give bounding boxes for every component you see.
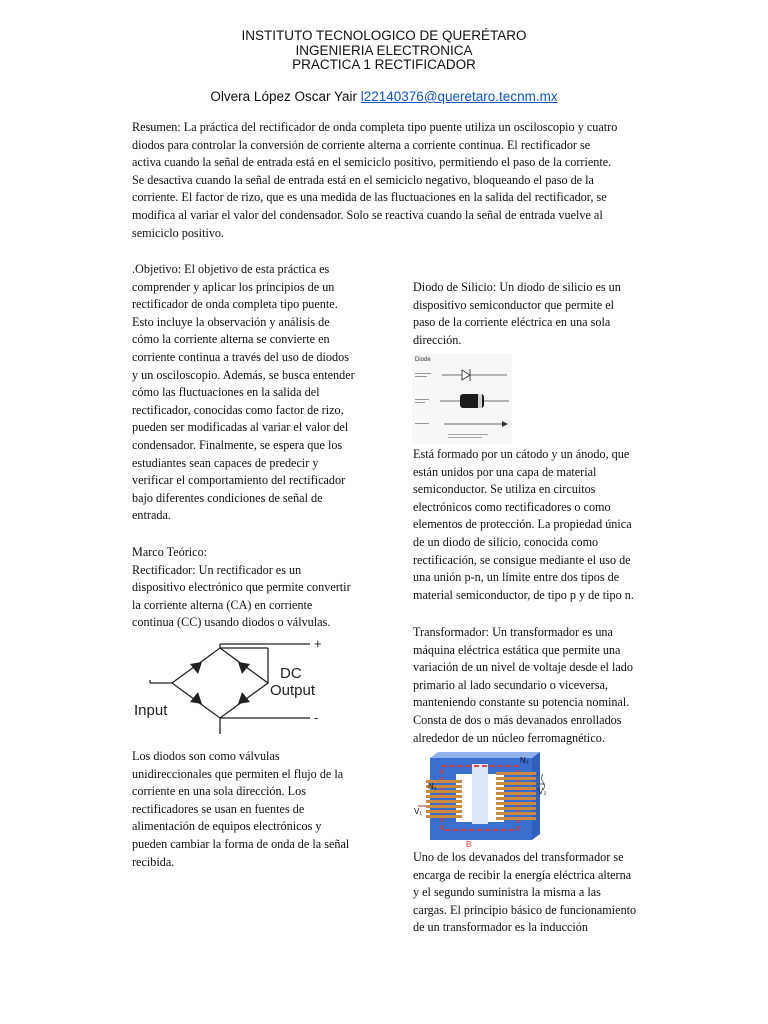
input-label: Input — [134, 702, 168, 719]
diodes-line: recibida. — [132, 854, 175, 869]
transformer-line: Consta de dos o más devanados enrollados — [413, 712, 622, 727]
minus-terminal-label: - — [314, 710, 319, 725]
objective-paragraph — [132, 261, 355, 525]
objective-line: condensador. Finalmente, se espera que los — [132, 437, 343, 452]
summary-line: Resumen: La práctica del rectificador de onda completa tipo puente utiliza un osciloscopio y cuatro — [132, 120, 618, 134]
author-email-link[interactable]: l22140376@queretaro.tecnm.mx — [360, 89, 558, 104]
author-line — [0, 89, 768, 104]
transformer-diagram — [412, 750, 550, 848]
diodes-line: rectificadores se usan en fuentes de — [132, 801, 305, 816]
department-title: INGENIERIA ELECTRONICA — [295, 42, 473, 58]
diodes-line: alimentación de equipos electrónicos y — [132, 819, 322, 834]
silicon-diode-line: paso de la corriente eléctrica en una sola — [413, 315, 611, 330]
windings-line: encarga de recibir la energía eléctrica alterna — [413, 867, 632, 882]
summary-line: corriente. El factor de rizo, que es una medida de las fluctuaciones en la salida del rectificador, se — [132, 190, 607, 205]
silicon-diode-paragraph — [413, 279, 621, 349]
summary-line: Se desactiva cuando la señal de entrada está en el semiciclo negativo, bloqueando el paso de la — [132, 172, 594, 187]
institution-title: INSTITUTO TECNOLOGICO DE QUERÉTARO — [241, 28, 527, 43]
summary-line: modifica al variar el valor del condensador. Solo se reactiva cuando la señal de entrada vuelve al — [132, 207, 603, 222]
summary-line: semiciclo positivo. — [132, 225, 225, 240]
transformer-line: alrededor de un núcleo ferromagnético. — [413, 730, 605, 745]
diode-structure-paragraph — [413, 446, 634, 604]
transformer-line: primario al lado secundario o viceversa, — [413, 677, 608, 692]
objective-line: comprender y aplicar los principios de un — [132, 279, 335, 294]
diode-structure-line: semiconductor. Se utiliza en circuitos — [413, 482, 596, 497]
transformer-line: manteniendo constante su potencia nominal. — [413, 695, 630, 710]
theory-line: Rectificador: Un rectificador es un — [132, 562, 302, 577]
plus-terminal-label: + — [314, 636, 322, 651]
diode-figure — [412, 354, 512, 444]
n1-label: N₁ — [428, 782, 437, 791]
n2-label: N₂ — [520, 756, 529, 765]
flux-b-label: B — [466, 840, 472, 848]
theory-line: la corriente alterna (CA) en corriente — [132, 597, 313, 612]
bridge-rectifier-figure — [132, 636, 330, 742]
diodes-line: corriente en una sola dirección. Los — [132, 784, 306, 799]
transformer-line: variación de un nivel de voltaje desde el lado — [413, 660, 633, 675]
windings-line: cargas. El principio básico de funcionamiento — [413, 902, 637, 917]
theory-line: dispositivo electrónico que permite convertir — [132, 580, 351, 595]
author-name: Olvera López Oscar Yair — [210, 89, 361, 104]
windings-paragraph — [413, 849, 636, 937]
bridge-rectifier-diagram — [132, 636, 330, 742]
diodes-line: Los diodos son como válvulas — [132, 749, 280, 763]
summary-line: activa cuando la señal de entrada está en el semiciclo positivo, permitiendo el paso de la corriente. — [132, 155, 612, 170]
objective-line: y un osciloscopio. Además, se busca entender — [132, 367, 355, 382]
silicon-diode-line: dirección. — [413, 332, 462, 347]
diodes-line: pueden cambiar la forma de onda de la señal — [132, 836, 350, 851]
output-label: Output — [270, 682, 316, 699]
diode-figure-title: Diode — [415, 357, 431, 363]
summary-paragraph — [132, 119, 617, 242]
diodes-line: unidireccionales que permiten el flujo de la — [132, 766, 344, 781]
bridge-outline — [172, 648, 268, 718]
objective-line: cómo las fluctuaciones en la salida del — [132, 385, 320, 400]
diode-structure-line: rectificación, se consigue mediante el uso de — [413, 552, 631, 567]
diode-structure-line: están unidos por una capa de material — [413, 464, 597, 479]
diode-picture — [412, 354, 512, 444]
objective-line: Esto incluye la observación y análisis de — [132, 314, 330, 329]
windings-line: de un transformador es la inducción — [413, 920, 588, 935]
diode-structure-line: Está formado por un cátodo y un ánodo, que — [413, 447, 630, 461]
transformer-paragraph — [413, 624, 633, 747]
transformer-figure — [412, 750, 550, 848]
summary-line: diodos para controlar la conversión de corriente alterna a corriente continua. El rectificador se — [132, 137, 591, 152]
transformer-line: Transformador: Un transformador es una — [413, 625, 613, 639]
diode-structure-line: elementos de protección. La propiedad única — [413, 517, 632, 532]
objective-line: rectificador, conocidas como factor de rizo, — [132, 402, 344, 417]
theory-line: continua (CC) usando diodos o válvulas. — [132, 615, 331, 630]
document-header — [0, 29, 768, 73]
diode-structure-line: material semiconductor, de tipo p y de tipo n. — [413, 587, 634, 602]
transformer-line: máquina eléctrica estática que permite una — [413, 642, 621, 657]
objective-line: cómo la corriente alterna se convierte en — [132, 332, 330, 347]
theory-heading: Marco Teórico: — [132, 545, 208, 559]
silicon-diode-line: dispositivo semiconductor que permite el — [413, 297, 615, 312]
objective-line: corriente continua a través del uso de diodos — [132, 349, 349, 364]
theory-paragraph — [132, 544, 351, 632]
v1-label: V₁ — [414, 807, 423, 816]
v2-label: V₂ — [538, 787, 547, 796]
diode-structure-line: una unión p-n, un límite entre dos tipos de — [413, 570, 620, 585]
silicon-diode-line: Diodo de Silicio: Un diodo de silicio es un — [413, 280, 621, 294]
practice-title: PRACTICA 1 RECTIFICADOR — [292, 57, 476, 72]
windings-line: y el segundo suministra la misma a las — [413, 885, 601, 900]
diode-structure-line: de un diodo de silicio, conocida como — [413, 534, 599, 549]
windings-line: Uno de los devanados del transformador se — [413, 850, 624, 864]
objective-line: bajo diferentes condiciones de señal de — [132, 490, 323, 505]
dc-label: DC — [280, 665, 302, 682]
objective-line: estudiantes sean capaces de predecir y — [132, 455, 319, 470]
objective-line: .Objetivo: El objetivo de esta práctica es — [132, 262, 330, 276]
diode-structure-line: electrónicos como rectificadores o como — [413, 499, 611, 514]
objective-line: pueden ser modificadas al variar el valor del — [132, 420, 349, 435]
objective-line: rectificador de onda completa tipo puente. — [132, 297, 338, 312]
objective-line: entrada. — [132, 508, 171, 523]
objective-line: verificar el comportamiento del rectificador — [132, 473, 346, 488]
diodes-paragraph — [132, 748, 349, 871]
